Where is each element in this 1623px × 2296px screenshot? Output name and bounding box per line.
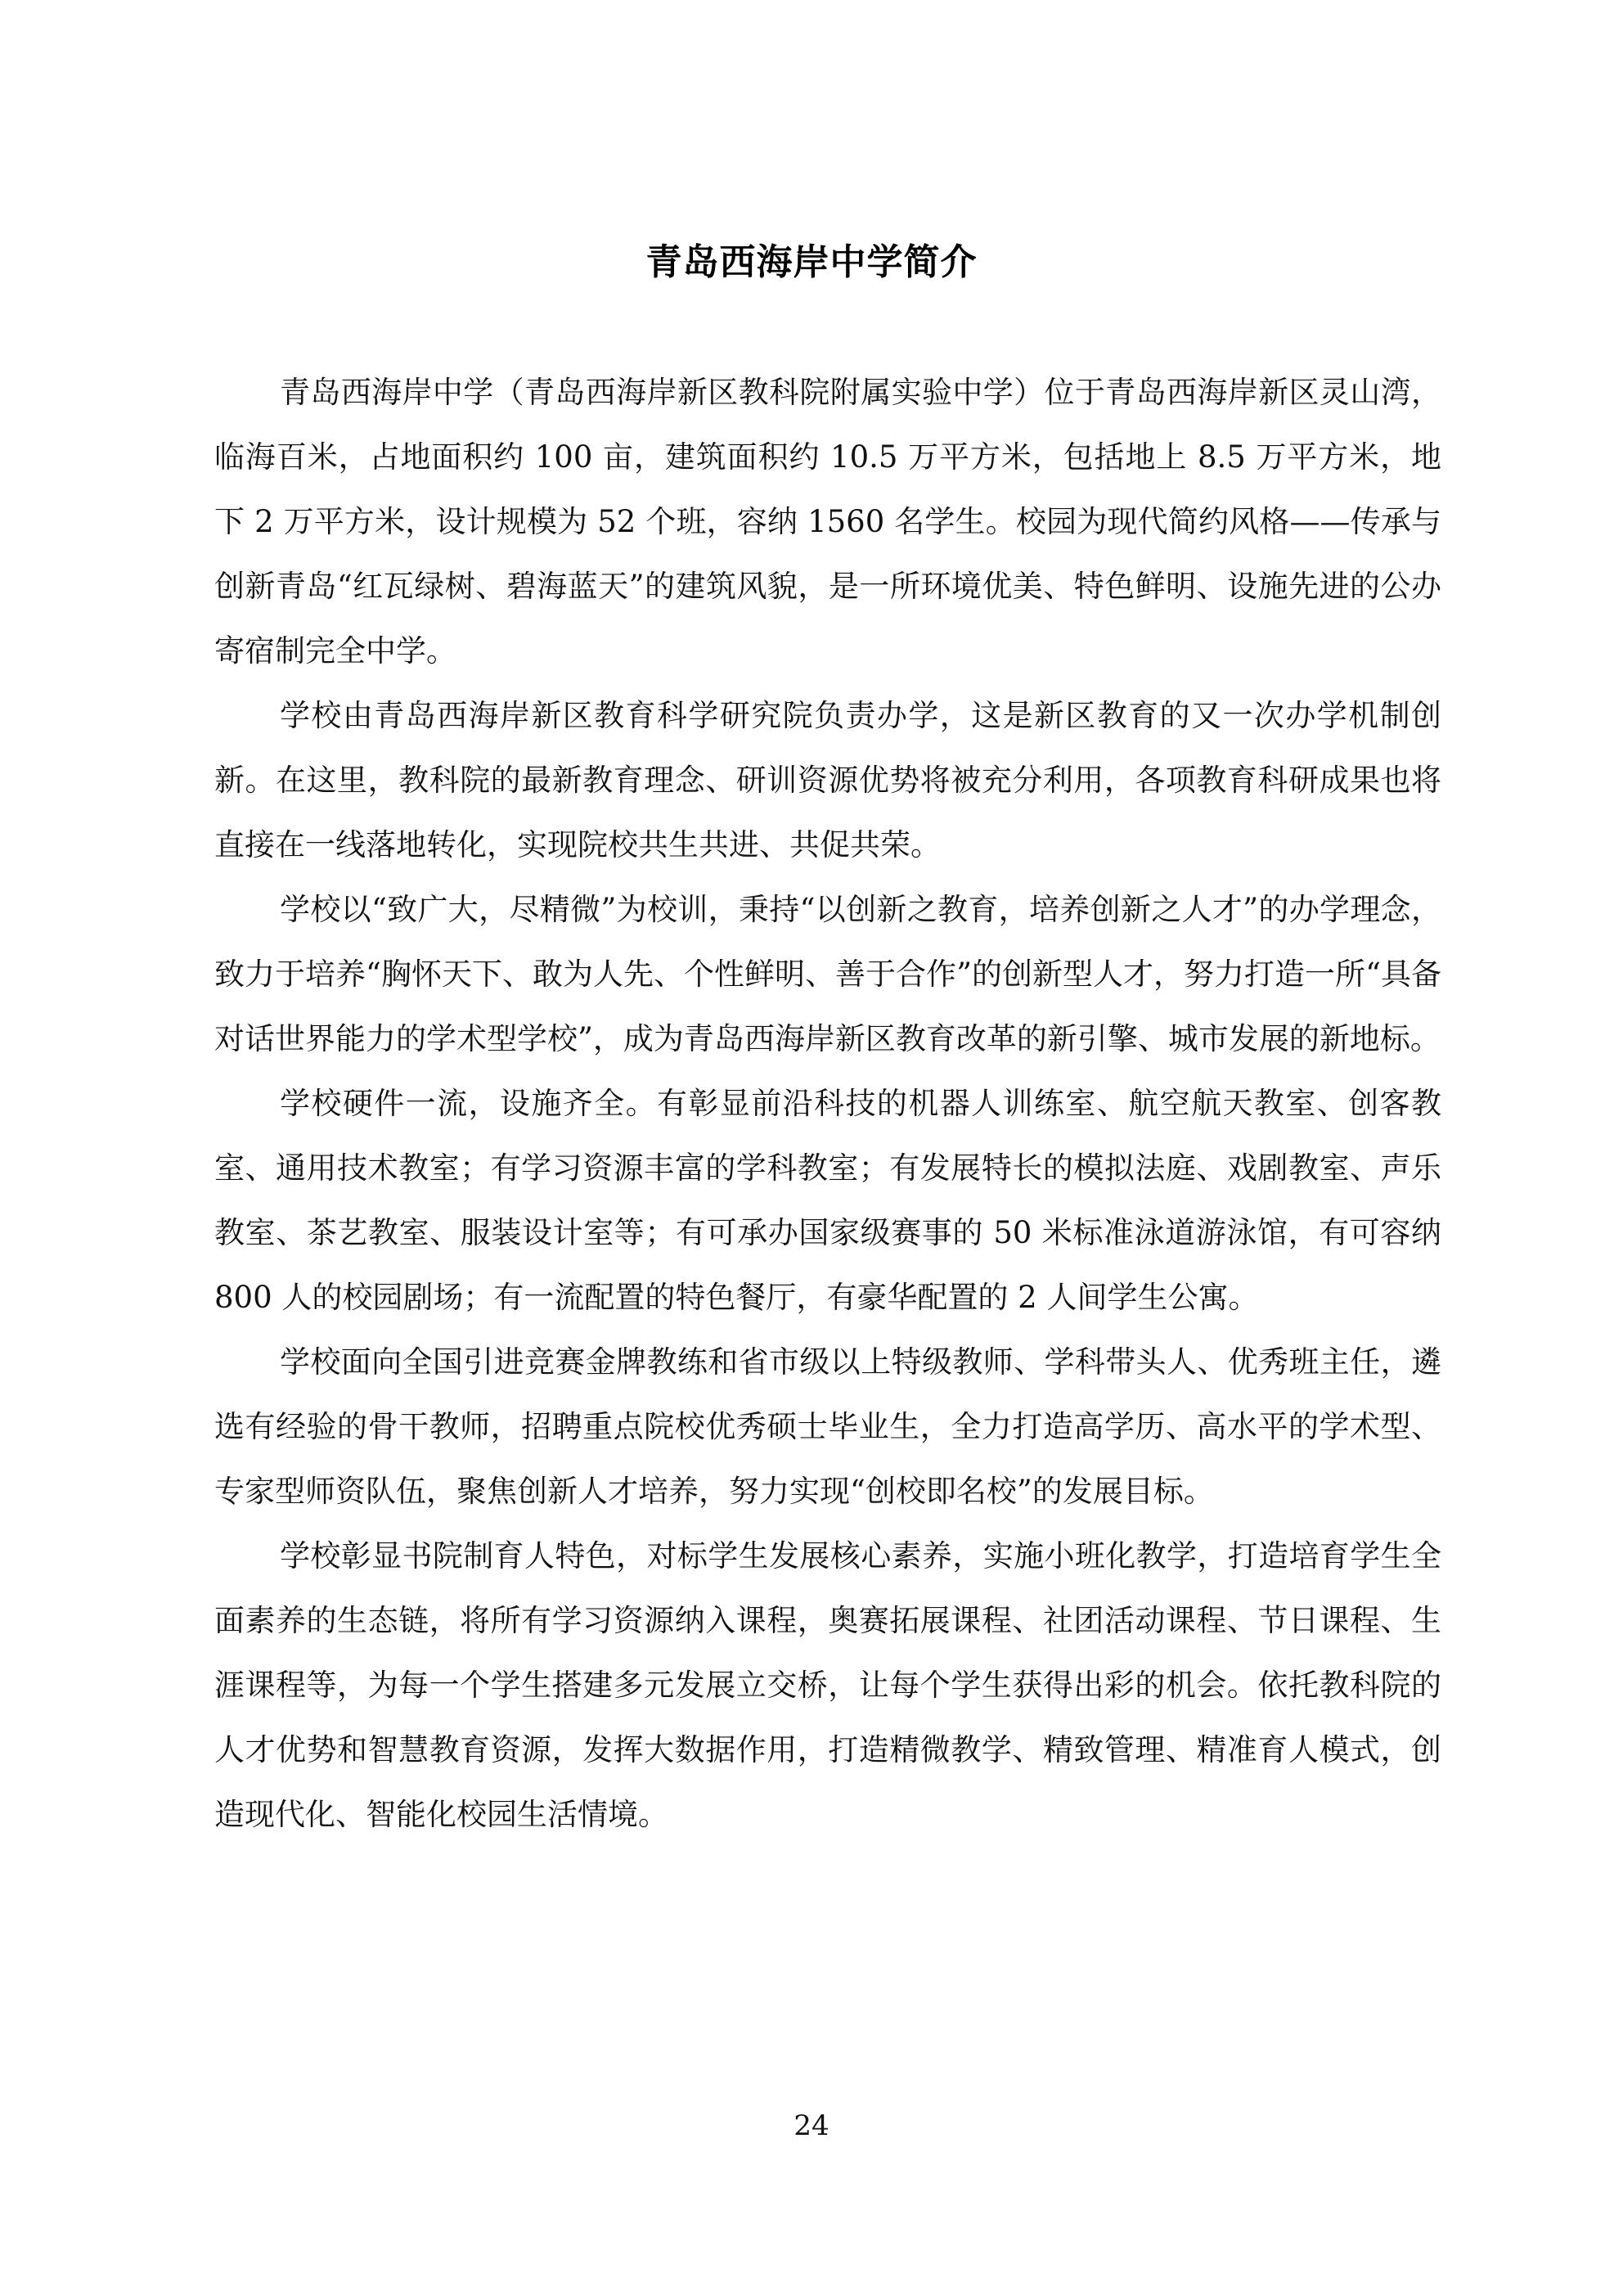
paragraph-teachers: 学校面向全国引进竞赛金牌教练和省市级以上特级教师、学科带头人、优秀班主任，遴选有经验的骨干教师，招聘重点院校优秀硕士毕业生，全力打造高学历、高水平的学术型、专家型师资队伍，聚焦创新人才培养，努力实现“创校即名校”的发展目标。	[214, 1344, 1441, 1509]
paragraph-management: 学校由青岛西海岸新区教育科学研究院负责办学，这是新区教育的又一次办学机制创新。在这里，教科院的最新教育理念、研训资源优势将被充分利用，各项教育科研成果也将直接在一线落地转化，实现院校共生共进、共促共荣。	[214, 698, 1441, 862]
page-title: 青岛西海岸中学简介	[645, 241, 978, 284]
paragraph-education-model: 学校彰显书院制育人特色，对标学生发展核心素养，实施小班化教学，打造培育学生全面素养的生态链，将所有学习资源纳入课程，奥赛拓展课程、社团活动课程、节日课程、生涯课程等，为每一个学生搭建多元发展立交桥，让每个学生获得出彩的机会。依托教科院的人才优势和智慧教育资源，发挥大数据作用，打造精微教学、精致管理、精准育人模式，创造现代化、智能化校园生活情境。	[214, 1538, 1441, 1832]
paragraph-motto: 学校以“致广大，尽精微”为校训，秉持“以创新之教育，培养创新之人才”的办学理念，致力于培养“胸怀天下、敢为人先、个性鲜明、善于合作”的创新型人才，努力打造一所“具备对话世界能力的学术型学校”，成为青岛西海岸新区教育改革的新引擎、城市发展的新地标。	[214, 892, 1441, 1056]
paragraph-location: 青岛西海岸中学（青岛西海岸新区教科院附属实验中学）位于青岛西海岸新区灵山湾，临海百米，占地面积约 100 亩，建筑面积约 10.5 万平方米，包括地上 8.5 万平方米，地下 2 万平方米，设计规模为 52 个班，容纳 1560 名学生。校园为现代简约风格——传承与创新青岛“红瓦绿树、碧海蓝天”的建筑风貌，是一所环境优美、特色鲜明、设施先进的公办寄宿制完全中学。	[214, 375, 1441, 669]
paragraph-facilities: 学校硬件一流，设施齐全。有彰显前沿科技的机器人训练室、航空航天教室、创客教室、通用技术教室；有学习资源丰富的学科教室；有发展特长的模拟法庭、戏剧教室、声乐教室、茶艺教室、服装设计室等；有可承办国家级赛事的 50 米标准泳道游泳馆，有可容纳 800 人的校园剧场；有一流配置的特色餐厅，有豪华配置的 2 人间学生公寓。	[214, 1086, 1441, 1315]
page-number: 24	[794, 2109, 829, 2142]
body-text	[214, 360, 1441, 1847]
